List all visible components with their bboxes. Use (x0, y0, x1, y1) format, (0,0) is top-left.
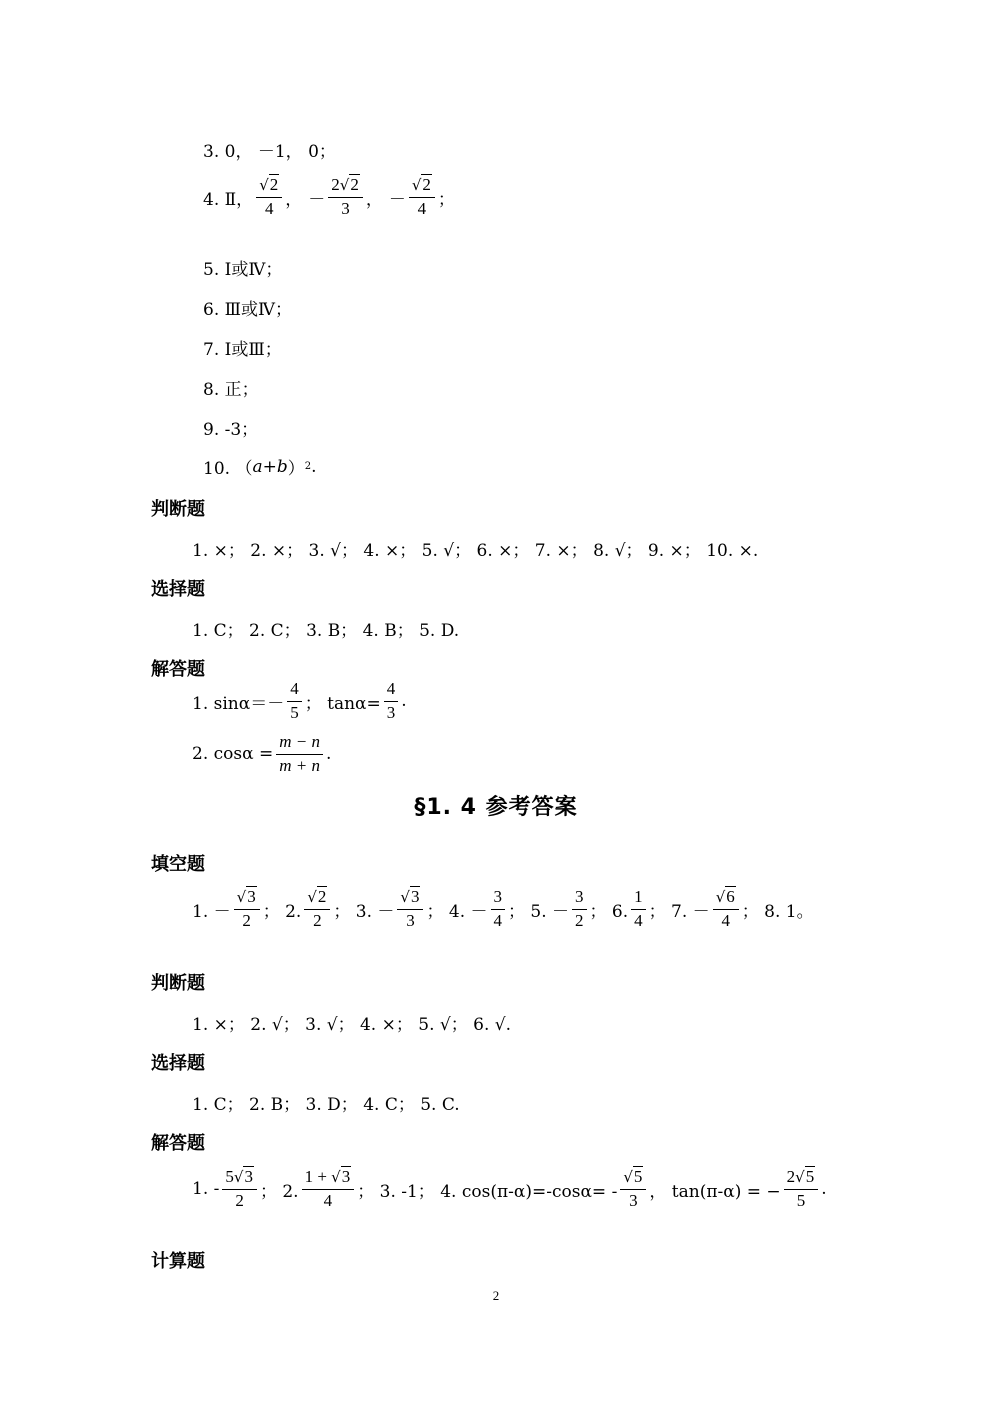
choice-answers-2: 1. C； 2. B； 3. D； 4. C； 5. C. (192, 1095, 460, 1115)
fill-answer-3: 3. 0， －1， 0； (203, 142, 336, 162)
fraction: $\frac{√6}{4}$ (713, 888, 739, 930)
fraction: $\frac{5√3}{2}$ (222, 1168, 257, 1210)
section-heading-choice: 选择题 (151, 579, 205, 600)
fraction: $\frac{√3}{3}$ (397, 888, 423, 930)
fraction: $\frac{√5}{3}$ (620, 1168, 646, 1210)
section-heading-fill: 填空题 (151, 854, 205, 875)
fill-answer-9: 9. -3； (203, 420, 259, 440)
section-heading-judge-2: 判断题 (151, 973, 205, 994)
choice-answers: 1. C； 2. C； 3. B； 4. B； 5. D. (192, 621, 460, 641)
fill-answer-8: 8. 正； (203, 380, 259, 400)
fraction: $\frac{1 + √3}{4}$ (302, 1168, 355, 1210)
fraction: $\frac{√2}{4}$ (409, 176, 435, 218)
section-heading-calc: 计算题 (151, 1251, 205, 1272)
fill-answers-2: 1. － $\frac{√3}{2}$ ； 2. $\frac{√2}{2}$ ； 3. － $\frac{√3}{3}$ ； 4. － $\frac{3}{4}$ ； 5. － $\frac{3}{2}$ ； 6. $\frac{1}{4}$ ； 7. － $\frac{√6}{4}$ ； 8. 1。 (192, 887, 814, 930)
section-heading-choice-2: 选择题 (151, 1053, 205, 1074)
solve-answers-2: 1. - $\frac{5√3}{2}$ ； 2. $\frac{1 + √3}{4}$ ； 3. -1； 4. cos(π-α)=-cosα= - $\frac{√5}{3}$ ， tan(π-α) = − $\frac{2√5}{5}$ . (192, 1167, 827, 1210)
judge-answers: 1. ×； 2. ×； 3. √； 4. ×； 5. √； 6. ×； 7. ×； 8. √； 9. ×； 10. ×. (192, 541, 759, 561)
fill-answer-7: 7. Ⅰ或Ⅲ； (203, 340, 282, 360)
fraction: $\frac{3}{4}$ (491, 888, 506, 930)
solve-answer-2: 2. cosα = $\frac{m - n}{m + n}$ . (192, 732, 332, 775)
judge-answers-2: 1. ×； 2. √； 3. √； 4. ×； 5. √； 6. √. (192, 1015, 511, 1035)
fill-answer-10: 10. （ a + b ） 2 . (203, 456, 317, 479)
section-heading-judge: 判断题 (151, 499, 205, 520)
section-heading-solve-2: 解答题 (151, 1133, 205, 1154)
fraction: $\frac{√2}{4}$ (256, 176, 282, 218)
q4-prefix: 4. Ⅱ， (203, 189, 254, 210)
fill-answer-4: 4. Ⅱ， $\frac{√2}{4}$ ， － $\frac{2√2}{3}$ ， － $\frac{√2}{4}$ ； (203, 175, 455, 218)
fraction: $\frac{√3}{2}$ (234, 888, 260, 930)
page-number: 2 (492, 1288, 500, 1303)
fraction: $\frac{4}{5}$ (287, 680, 302, 722)
section-heading-solve: 解答题 (151, 659, 205, 680)
fraction: $\frac{m - n}{m + n}$ (276, 733, 323, 775)
fill-answer-6: 6. Ⅲ或Ⅳ； (203, 300, 293, 320)
fraction: $\frac{√2}{2}$ (304, 888, 330, 930)
fraction: $\frac{1}{4}$ (631, 888, 646, 930)
fraction: $\frac{3}{2}$ (572, 888, 587, 930)
fraction: $\frac{4}{3}$ (384, 680, 399, 722)
fraction: $\frac{2√5}{5}$ (784, 1168, 819, 1210)
fill-answer-5: 5. Ⅰ或Ⅳ； (203, 260, 283, 280)
solve-answer-1: 1. sinα＝－ $\frac{4}{5}$ ； tanα= $\frac{4}{3}$ . (192, 679, 407, 722)
section-title: §1. 4 参考答案 (414, 795, 578, 820)
fraction: $\frac{2√2}{3}$ (328, 176, 363, 218)
